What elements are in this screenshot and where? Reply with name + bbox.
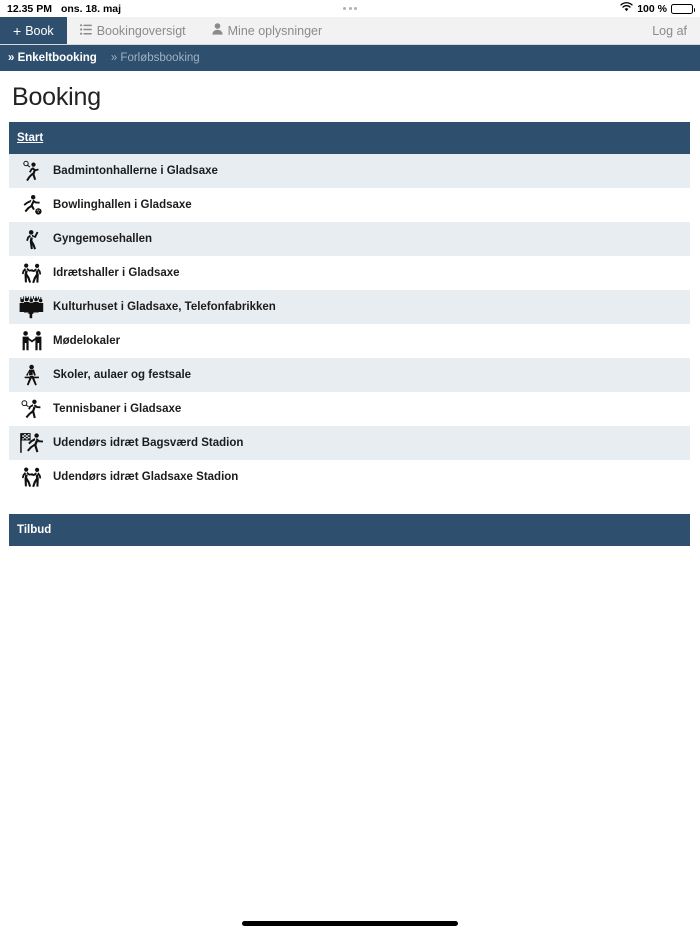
- status-bar-date: ons. 18. maj: [60, 2, 122, 15]
- list-item[interactable]: [9, 392, 690, 426]
- section-header-tilbud: [9, 514, 690, 546]
- status-bar-right: [620, 2, 693, 15]
- home-indicator: [0, 921, 700, 926]
- tennis-player-icon: [19, 396, 45, 422]
- facility-list: [9, 154, 690, 494]
- speaker-podium-icon: [19, 362, 45, 388]
- list-item-label: Udendørs idræt Bagsværd Stadion: [53, 437, 244, 449]
- status-bar-left: [7, 3, 121, 15]
- list-item-label: Tennisbaner i Gladsaxe: [53, 403, 182, 415]
- dot: [343, 7, 346, 10]
- tab-book[interactable]: [0, 17, 67, 44]
- two-athletes-icon: [19, 464, 45, 490]
- runner-flag-icon: [19, 430, 45, 456]
- list-item[interactable]: [9, 222, 690, 256]
- list-item[interactable]: [9, 256, 690, 290]
- tab-mine-oplysninger[interactable]: [199, 17, 336, 44]
- list-item[interactable]: [9, 290, 690, 324]
- wifi-icon: [620, 2, 633, 15]
- list-item-label: Skoler, aulaer og festsale: [53, 369, 192, 381]
- home-indicator-bar: [242, 921, 458, 926]
- breadcrumb-item-enkeltbooking[interactable]: » Enkeltbooking: [8, 52, 97, 64]
- list-item[interactable]: [9, 358, 690, 392]
- dot: [349, 7, 352, 10]
- tab-bookingoversigt-label: Bookingoversigt: [96, 23, 186, 38]
- section-header-start: [9, 122, 690, 154]
- section-start: [9, 122, 690, 494]
- tab-mine-oplysninger-label: Mine oplysninger: [227, 23, 323, 38]
- breadcrumb-item-forlobsbooking[interactable]: » Forløbsbooking: [110, 52, 200, 64]
- two-athletes-icon: [19, 260, 45, 286]
- list-item[interactable]: [9, 324, 690, 358]
- battery-percent-label: 100 %: [637, 2, 667, 15]
- bowling-player-icon: [19, 192, 45, 218]
- battery-icon: [671, 4, 693, 14]
- list-icon: [80, 24, 92, 38]
- list-item-label: Idrætshaller i Gladsaxe: [53, 267, 180, 279]
- gymnast-icon: [19, 226, 45, 252]
- section-header-tilbud-label[interactable]: Tilbud: [17, 524, 52, 536]
- list-item[interactable]: [9, 426, 690, 460]
- list-item[interactable]: [9, 460, 690, 494]
- list-item-label: Udendørs idræt Gladsaxe Stadion: [53, 471, 239, 483]
- tab-book-label: Book: [25, 23, 54, 38]
- list-item-label: Bowlinghallen i Gladsaxe: [53, 199, 192, 211]
- audience-crowd-icon: [19, 294, 45, 320]
- plus-icon: +: [13, 22, 22, 39]
- logoff-link[interactable]: Log af: [652, 23, 687, 38]
- section-tilbud: [9, 514, 690, 546]
- tab-bookingoversigt[interactable]: [67, 17, 199, 44]
- list-item-label: Gyngemosehallen: [53, 233, 153, 245]
- list-item-label: Badmintonhallerne i Gladsaxe: [53, 165, 218, 177]
- breadcrumb: [0, 45, 700, 71]
- ios-status-bar: [0, 0, 700, 17]
- person-icon: [212, 23, 223, 38]
- list-item-label: Kulturhuset i Gladsaxe, Telefonfabrikken: [53, 301, 276, 313]
- handshake-icon: [19, 328, 45, 354]
- section-header-start-link[interactable]: Start: [17, 132, 44, 144]
- list-item-label: Mødelokaler: [53, 335, 121, 347]
- list-item[interactable]: [9, 188, 690, 222]
- list-item[interactable]: [9, 154, 690, 188]
- dot: [354, 7, 357, 10]
- status-bar-time: 12.35 PM: [7, 2, 52, 15]
- page-title: Booking: [12, 83, 101, 111]
- app-tab-bar: [0, 17, 700, 45]
- badminton-player-icon: [19, 158, 45, 184]
- section-spacer: [0, 494, 700, 514]
